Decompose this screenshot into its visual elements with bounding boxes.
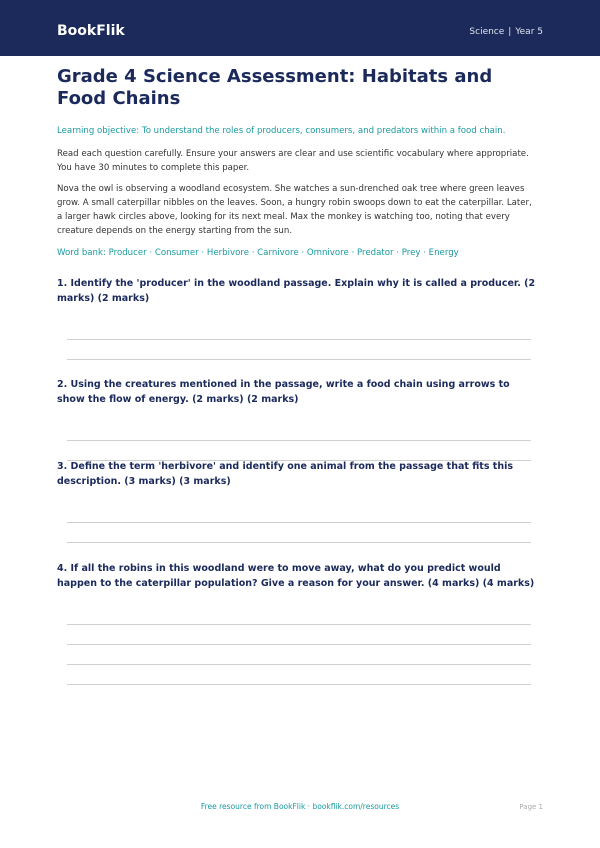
answer-line[interactable] <box>67 542 531 543</box>
subject-label: Science <box>469 27 505 37</box>
answer-line[interactable] <box>67 664 531 665</box>
answer-line[interactable] <box>67 359 531 360</box>
answer-line[interactable] <box>67 624 531 625</box>
page-number: Page 1 <box>519 803 543 811</box>
question-2: 2. Using the creatures mentioned in the passage, write a food chain using arrows to show the flow of energy. (2 marks) (2 marks) <box>57 379 510 405</box>
meta-separator: | <box>508 27 512 37</box>
header-meta <box>469 27 543 37</box>
answer-line[interactable] <box>67 339 531 340</box>
answer-line[interactable] <box>67 440 531 441</box>
learning-objective: Learning objective: To understand the roles of producers, consumers, and predators within a food chain. <box>57 126 506 136</box>
question-1: 1. Identify the 'producer' in the woodland passage. Explain why it is called a producer. (2 marks) (2 marks) <box>57 278 536 304</box>
instructions: Read each question carefully. Ensure your answers are clear and use scientific vocabulary where appropriate. You have 30 minutes to complete this paper. <box>57 149 529 173</box>
footer-link[interactable]: Free resource from BookFlik · bookflik.com/resources <box>200 802 400 811</box>
intro-section <box>57 66 533 258</box>
page-header <box>0 0 600 56</box>
answer-line[interactable] <box>67 644 531 645</box>
answer-line[interactable] <box>67 522 531 523</box>
answer-line[interactable] <box>67 684 531 685</box>
brand-logo[interactable]: BookFlik <box>57 23 125 39</box>
page-title: Grade 4 Science Assessment: Habitats and Food Chains <box>57 66 493 109</box>
question-3: 3. Define the term 'herbivore' and identify one animal from the passage that fits this description. (3 marks) (3 marks) <box>57 461 513 487</box>
word-bank: Word bank: Producer · Consumer · Herbivore · Carnivore · Omnivore · Predator · Prey · Energy <box>57 248 459 258</box>
question-4: 4. If all the robins in this woodland were to move away, what do you predict would happen to the caterpillar population? Give a reason for your answer. (4 marks) (4 marks) <box>57 563 535 589</box>
year-label: Year 5 <box>515 27 543 37</box>
reading-passage: Nova the owl is observing a woodland ecosystem. She watches a sun-drenched oak tree where green leaves grow. A small caterpillar nibbles on the leaves. Soon, a hungry robin swoops down to eat the caterpillar. Later, a larger hawk circles above, looking for its next meal. Max the monkey is watching too, noting that every creature depends on the energy starting from the sun. <box>57 184 532 236</box>
